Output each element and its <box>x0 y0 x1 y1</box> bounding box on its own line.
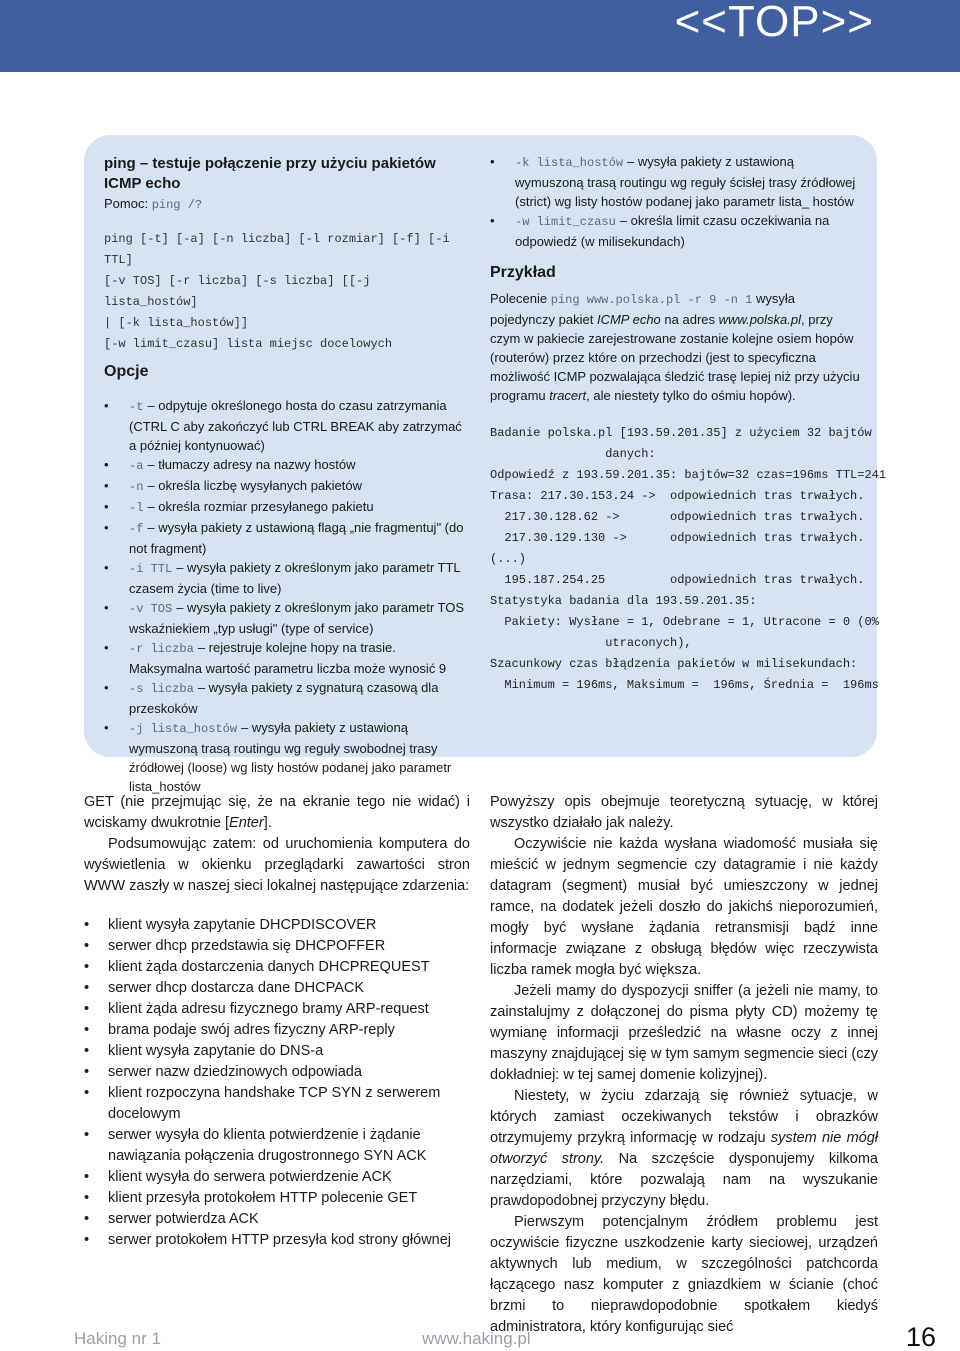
list-item: • klient żąda dostarczenia danych DHCPREQUEST <box>84 957 470 978</box>
option-item: • -s liczba – wysyła pakiety z sygnaturą czasową dla przeskoków <box>104 678 469 718</box>
paragraph: Jeżeli mamy do dyspozycji sniffer (a jeżeli nie mamy, to zainstalujmy z dołączonej do pisma płyty CD) możemy tę wymianę informacji prześledzić na własne oczy z innej maszyny znajdującej się w tym samym segmencie sieci (czy dokładniej: w tej samej domenie kolizyjnej). <box>490 983 878 1083</box>
list-item: • serwer nazw dziedzinowych odpowiada <box>84 1062 470 1083</box>
list-item: • serwer potwierdza ACK <box>84 1209 470 1230</box>
paragraph: Powyższy opis obejmuje teoretyczną sytuację, w której wszystko działało jak należy. <box>490 794 878 831</box>
list-item: • serwer protokołem HTTP przesyła kod strony głównej <box>84 1230 470 1251</box>
options-list <box>104 396 469 796</box>
list-item: • klient rozpoczyna handshake TCP SYN z serwerem docelowym <box>84 1083 470 1125</box>
option-item: • -k lista_hostów – wysyła pakiety z ustawioną wymuszoną trasą routingu wg reguły ścisłej trasy źródłowej (strict) wg listy hostów podanej jako parametr lista_ hostów <box>490 152 860 211</box>
list-item: • brama podaje swój adres fizyczny ARP-reply <box>84 1020 470 1041</box>
option-item: • -r liczba – rejestruje kolejne hopy na trasie. Maksymalna wartość parametru liczba może wynosić 9 <box>104 638 469 678</box>
list-item: • klient żąda adresu fizycznego bramy ARP-request <box>84 999 470 1020</box>
paragraph: Oczywiście nie każda wysłana wiadomość musiała się mieścić w jednym segmencie czy datagramie i nie każdy datagram (segment) musiał być umieszczony w jednej ramce, na dodatek jeżeli doszło do jakichś nieporozumień, mogły być wysłane żądania retransmisji bądź inne informacje związane z obsługą błędów więc rzeczywista liczba ramek mogła być większa. <box>490 836 878 978</box>
list-item: • serwer dhcp dostarcza dane DHCPACK <box>84 978 470 999</box>
ping-heading: ping – testuje połączenie przy użyciu pakietów ICMP echo <box>104 155 436 192</box>
page-number: 16 <box>905 1322 936 1351</box>
paragraph: GET (nie przejmując się, że na ekranie tego nie widać) i wciskamy dwukrotnie [Enter]. <box>84 794 470 831</box>
article-right-column <box>490 792 878 1338</box>
option-item: • -a – tłumaczy adresy na nazwy hostów <box>104 455 469 476</box>
magazine-url: www.haking.pl <box>422 1329 531 1348</box>
help-line: Pomoc: ping /? <box>104 196 203 212</box>
paragraph: Pierwszym potencjalnym źródłem problemu jest oczywiście fizyczne uszkodzenie karty sieciowej, urządzeń aktywnych lub medium, w szczególności patchcorda łączącego nasz komputer z gniazdkiem w ścianie (choć brzmi to nieprawdopodobnie spotkałem kiedyś administratora, który konfigurując sieć <box>490 1214 878 1335</box>
ping-output: Badanie polska.pl [193.59.201.35] z użyciem 32 bajtów danych: Odpowiedź z 193.59.201.35: bajtów=32 czas=196ms Trasa: 217.30.153.24 -> odpowiednich tras trwałych. 217.30.128.62 -> odpowiednich tras trwałych. 217.30.129.130 -> odpowiednich tras trwałych. (...) 195.187.254.25 odpowiednich tras trwałych. Statystyka badania dla 193.59.201.35: Pakiety: Wysłane = 1, Odebrane = 1, Utracone = 0 utraconych), Szacunkowy czas błądzenia pakietów w milisekundach: Minimum = 196ms, Maksimum = 196ms, Średnia = <box>490 426 872 692</box>
paragraph: Podsumowując zatem: od uruchomienia komputera do wyświetlenia w okienku przeglądarki zawartości stron WWW zaszły w naszej sieci lokalnej następujące zdarzenia: <box>84 836 470 894</box>
example-paragraph: Polecenie ping www.polska.pl -r 9 -n 1 wysyła pojedynczy pakiet ICMP echo na adres www.polska.pl, przy czym w pakiecie zarejestrowane zostanie kolejne osiem hopów (routerów) przez które on przechodzi (jest to specyficzna możliwość ICMP pozwalająca śledzić trasę lepiej niż przy użyciu programu tracert, ale niestety tylko do ośmiu hopów). <box>490 291 860 403</box>
option-item: • -f – wysyła pakiety z ustawioną flagą „nie fragmentuj" (do not fragment) <box>104 518 469 558</box>
option-item: • -j lista_hostów – wysyła pakiety z ustawioną wymuszoną trasą routingu wg reguły swobodnej trasy źródłowej (loose) wg listy hostów podanej jako parametr lista_hostów <box>104 718 469 796</box>
article-left-column <box>84 792 470 1251</box>
option-item: • -t – odpytuje określonego hosta do czasu zatrzymania (CTRL C aby zakończyć lub CTRL BREAK aby zatrzymać a później kontynuować) <box>104 396 469 455</box>
option-item: • -n – określa liczbę wysyłanych pakietów <box>104 476 469 497</box>
list-item: • serwer wysyła do klienta potwierdzenie i żądanie nawiązania połączenia drugostronnego SYN ACK <box>84 1125 470 1167</box>
list-item: • klient przesyła protokołem HTTP polecenie GET <box>84 1188 470 1209</box>
options-list-continued <box>490 152 860 251</box>
box-left-column <box>104 154 469 796</box>
option-item: • -l – określa rozmiar przesyłanego pakietu <box>104 497 469 518</box>
option-item: • -v TOS – wysyła pakiety z określonym jako parametr TOS wskaźniekiem „typ usługi" (type of service) <box>104 598 469 638</box>
options-heading: Opcje <box>104 363 149 380</box>
option-item: • -i TTL – wysyła pakiety z określonym jako parametr TTL czasem życia (time to live) <box>104 558 469 598</box>
network-events-list <box>84 915 470 1251</box>
list-item: • klient wysyła do serwera potwierdzenie ACK <box>84 1167 470 1188</box>
ping-syntax: ping [-t] [-a] [-n liczba] [-l rozmiar] [-f] [-i TTL] [-v TOS] [-r liczba] [-s liczba] [[-j lista_hostów] | [-k lista_hostów]] [-w limit_czasu] lista miejsc docelowych <box>104 232 450 351</box>
magazine-issue: Haking nr 1 <box>74 1329 161 1348</box>
section-title: <<TOP>> <box>674 0 874 46</box>
paragraph: Niestety, w życiu zdarzają się również sytuacje, w których zamiast oczekiwanych tekstów i obrazków otrzymujemy przykrą informację w rodzaju system nie mógł otworzyć strony. Na szczęście dysponujemy kilkoma narzędziami, które pozwalają nam na wyszukanie prawdopodobnej przyczyny błędu. <box>490 1088 879 1209</box>
box-right-column <box>490 152 872 696</box>
list-item: • serwer dhcp przedstawia się DHCPOFFER <box>84 936 470 957</box>
list-item: • klient wysyła zapytanie DHCPDISCOVER <box>84 915 470 936</box>
example-heading: Przykład <box>490 264 556 281</box>
list-item: • klient wysyła zapytanie do DNS-a <box>84 1041 470 1062</box>
top-banner <box>0 0 960 72</box>
option-item: • -w limit_czasu – określa limit czasu oczekiwania na odpowiedź (w milisekundach) <box>490 211 860 251</box>
